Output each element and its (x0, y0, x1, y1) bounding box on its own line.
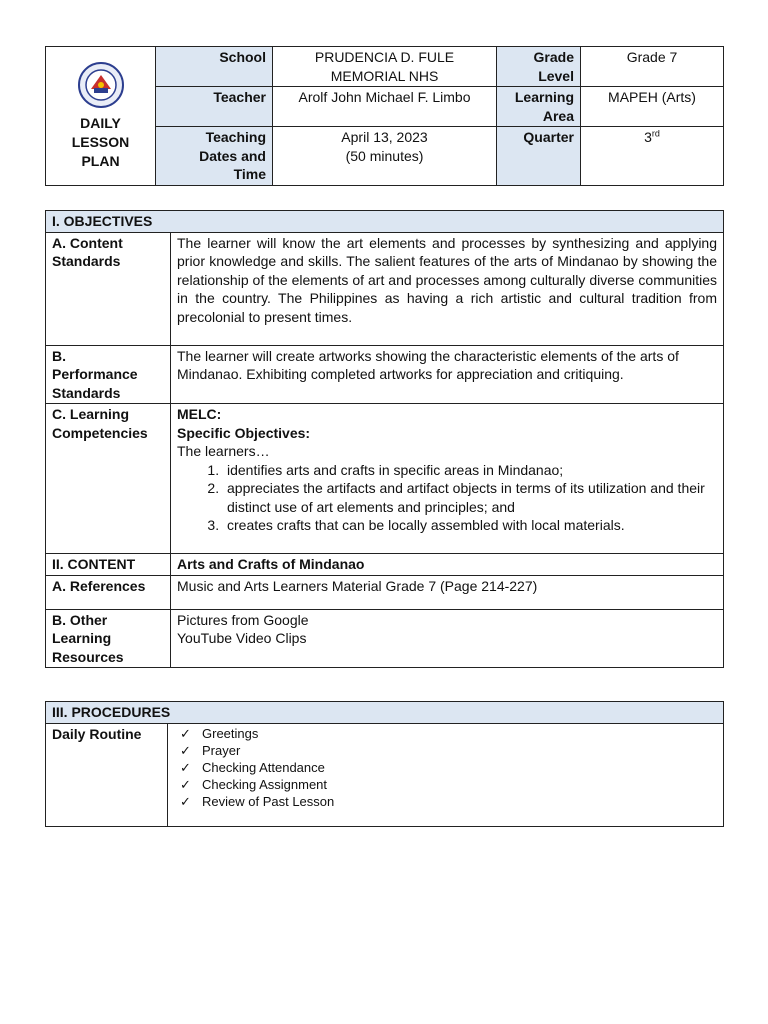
quarter-value (581, 127, 724, 186)
label-line: B. Other (52, 611, 108, 628)
resource-item: YouTube Video Clips (177, 630, 307, 646)
teaching-dates-label-line: Dates and (199, 147, 266, 164)
list-item (180, 742, 717, 759)
grade-level-label-line: Level (538, 67, 574, 84)
quarter-label: Quarter (497, 127, 581, 186)
check-icon: ✓ (180, 759, 191, 775)
grade-level-value: Grade 7 (581, 47, 724, 87)
learners-intro: The learners… (177, 443, 270, 459)
daily-routine-list (174, 725, 717, 810)
plan-title (48, 114, 153, 171)
header-table (45, 46, 724, 186)
teaching-date: April 13, 2023 (341, 129, 428, 145)
label-line: Competencies (52, 424, 148, 441)
plan-title-line: LESSON (71, 133, 130, 150)
competencies-label (46, 404, 171, 554)
references-label: A. References (46, 575, 171, 609)
routine-item-label: Greetings (202, 725, 259, 741)
objectives-list (177, 461, 717, 535)
procedures-table (45, 701, 724, 827)
daily-routine-label: Daily Routine (46, 723, 168, 826)
label-line: C. Learning (52, 406, 130, 422)
daily-routine-content (168, 723, 724, 826)
label-line: Standards (52, 253, 121, 269)
melc-label: MELC: (177, 406, 222, 422)
check-icon: ✓ (180, 742, 191, 758)
label-line: A. Content (52, 234, 123, 251)
list-item (180, 759, 717, 776)
plan-title-line: DAILY (80, 114, 121, 131)
resource-item: Pictures from Google (177, 611, 309, 628)
learning-area-label (497, 87, 581, 127)
label-line: Performance (52, 366, 138, 382)
specific-objectives-label: Specific Objectives: (177, 424, 311, 441)
routine-item-label: Checking Assignment (202, 776, 328, 792)
list-item (180, 776, 717, 793)
list-item: 2. appreciates the artifacts and artifact objects in terms of its utilization and their distinct use of art elements and principles; and (223, 479, 717, 516)
list-item: 1. identifies arts and crafts in specific areas in Mindanao; (223, 461, 717, 480)
procedures-heading: III. PROCEDURES (46, 702, 724, 724)
school-value-line: MEMORIAL NHS (330, 67, 439, 84)
content-standards-label (46, 232, 171, 345)
performance-standards-label (46, 345, 171, 404)
learning-area-label-line: Learning (514, 89, 574, 105)
teaching-dates-label (156, 127, 273, 186)
logo-cell (46, 47, 156, 186)
content-standards-text: The learner will know the art elements and processes by synthesizing and applying prior knowledge and skills. The salient features of the arts of Mindanao by showing the relationship of the elements of art and processes among culturally diverse communities in the country. The Philippines as having a rich artistic and cultural tradition from precolonial to present times. (171, 232, 724, 345)
school-label: School (156, 47, 273, 87)
school-value-line: PRUDENCIA D. FULE (314, 49, 455, 65)
teacher-label: Teacher (156, 87, 273, 127)
teaching-dates-label-line: Time (233, 166, 266, 182)
list-item (180, 725, 717, 742)
label-line: Resources (52, 648, 124, 665)
content-heading: II. CONTENT (46, 554, 171, 576)
learning-area-label-line: Area (542, 107, 574, 124)
routine-item-label: Review of Past Lesson (202, 793, 335, 809)
other-resources-label (46, 609, 171, 668)
label-line: B. (52, 347, 66, 364)
quarter-number: 3 (644, 129, 652, 145)
routine-item-label: Prayer (202, 742, 241, 758)
list-item (180, 793, 717, 810)
routine-item-label: Checking Attendance (202, 759, 325, 775)
grade-level-label-line: Grade (533, 49, 574, 65)
objectives-heading: I. OBJECTIVES (46, 211, 724, 233)
teaching-duration: (50 minutes) (345, 147, 424, 164)
teaching-dates-label-line: Teaching (205, 129, 266, 145)
label-line: Learning (52, 630, 112, 646)
learning-area-value: MAPEH (Arts) (581, 87, 724, 127)
check-icon: ✓ (180, 725, 191, 741)
competencies-content (171, 404, 724, 554)
other-resources-value (171, 609, 724, 668)
quarter-suffix: rd (651, 128, 660, 139)
check-icon: ✓ (180, 776, 191, 792)
teacher-value: Arolf John Michael F. Limbo (273, 87, 497, 127)
objectives-table (45, 210, 724, 668)
grade-level-label (497, 47, 581, 87)
references-value: Music and Arts Learners Material Grade 7 (Page 214-227) (171, 575, 724, 609)
deped-seal-icon (77, 61, 125, 109)
list-item: 3. creates crafts that can be locally assembled with local materials. (223, 516, 717, 535)
school-value (273, 47, 497, 87)
content-value: Arts and Crafts of Mindanao (171, 554, 724, 576)
teaching-dates-value (273, 127, 497, 186)
label-line: Standards (52, 384, 121, 401)
performance-standards-text: The learner will create artworks showing the characteristic elements of the arts of Mindanao. Exhibiting completed artworks for appreciation and critiquing. (171, 345, 724, 404)
check-icon: ✓ (180, 793, 191, 809)
plan-title-line: PLAN (81, 152, 120, 169)
